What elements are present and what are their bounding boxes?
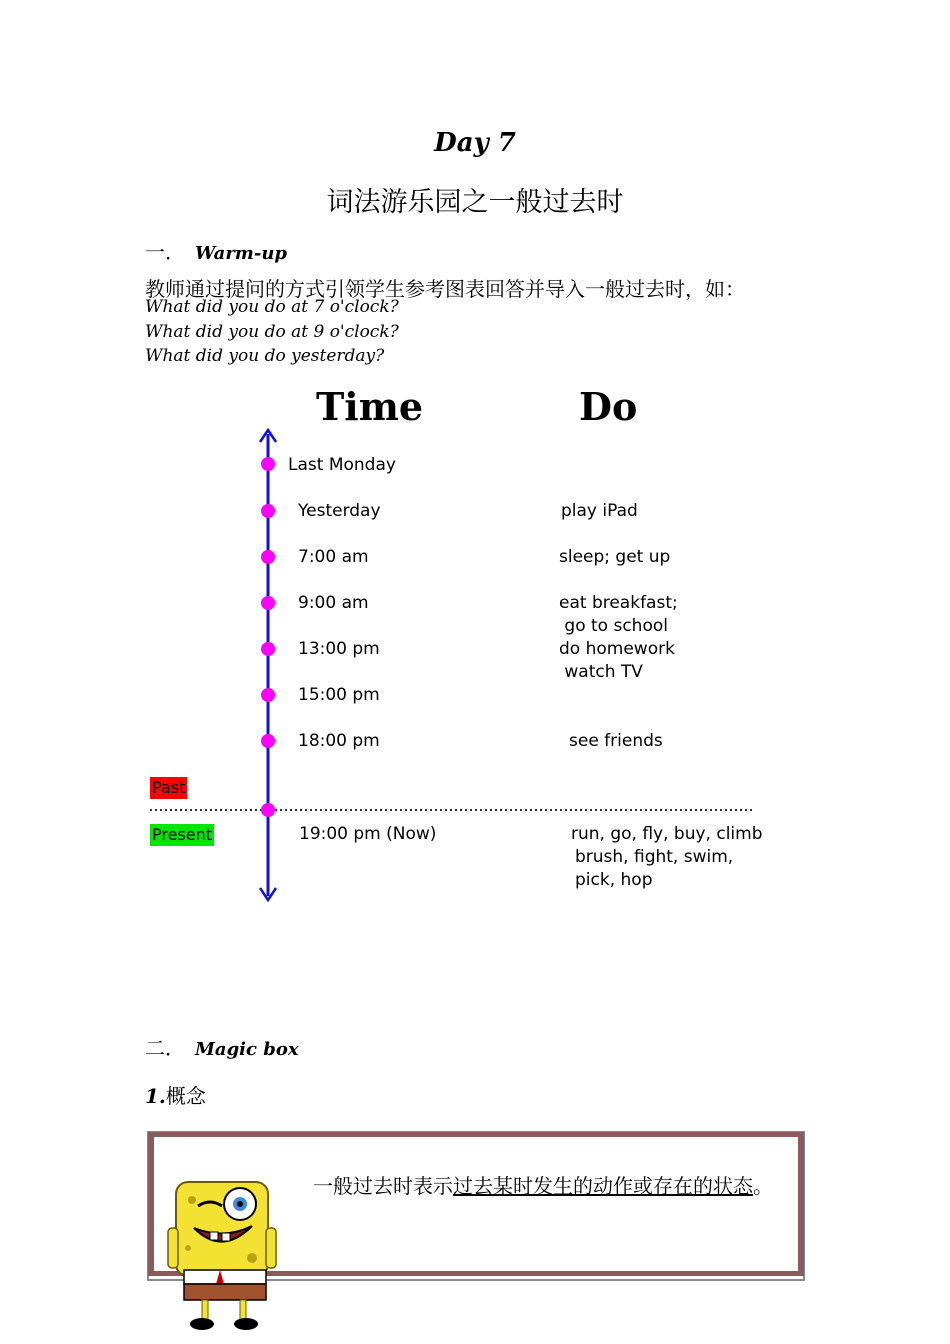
now-time-label: 19:00 pm (Now): [299, 824, 437, 844]
time-label: 7:00 am: [298, 547, 369, 567]
section-title: Warm-up: [195, 243, 287, 264]
board-left-rail: [148, 1132, 154, 1276]
concept-definition: [313, 1170, 773, 1203]
time-label: 9:00 am: [298, 593, 369, 613]
time-header: Time: [316, 384, 424, 429]
time-label: 18:00 pm: [298, 731, 380, 751]
day-title: Day 7: [434, 128, 516, 158]
section-magic-box-heading: [145, 1032, 299, 1061]
time-label: 15:00 pm: [298, 685, 380, 705]
timeline-dot: [261, 457, 275, 471]
now-activity-label: pick, hop: [575, 870, 653, 890]
question-3: What did you do yesterday?: [145, 346, 385, 366]
subsection-number: 1.: [145, 1084, 166, 1108]
page-title: 词法游乐园之一般过去时: [326, 187, 624, 218]
activity-label: watch TV: [559, 662, 643, 682]
time-label: Yesterday: [298, 501, 381, 521]
question-2: What did you do at 9 o'clock?: [145, 322, 399, 342]
activity-label: go to school: [559, 616, 668, 636]
time-label: Last Monday: [288, 455, 396, 475]
activity-label: do homework: [559, 639, 675, 659]
activity-label: sleep; get up: [559, 547, 671, 567]
question-1: What did you do at 7 o'clock?: [145, 297, 399, 317]
intro-text: 教师通过提问的方式引领学生参考图表回答并导入一般过去时，如：: [145, 277, 745, 301]
now-activity-label: brush, fight, swim,: [575, 847, 734, 867]
timeline-dot: [261, 734, 275, 748]
do-header: Do: [579, 384, 638, 429]
present-tag: Present: [152, 825, 213, 844]
section-number: 一．: [145, 240, 185, 264]
definition-suffix: 。: [753, 1174, 773, 1198]
definition-prefix: 一般过去时表示: [313, 1174, 453, 1198]
timeline-dot: [261, 550, 275, 564]
sponge-character-icon: [168, 1182, 276, 1330]
timeline-dot: [261, 642, 275, 656]
now-activity-label: run, go, fly, buy, climb: [571, 824, 763, 844]
section-number: 二．: [145, 1036, 185, 1060]
timeline-dot: [261, 504, 275, 518]
section-title: Magic box: [195, 1039, 299, 1060]
activity-label: play iPad: [561, 501, 638, 521]
timeline-dot-now: [261, 803, 275, 817]
time-label: 13:00 pm: [298, 639, 380, 659]
board-right-rail: [798, 1132, 804, 1276]
activity-label: eat breakfast;: [559, 593, 678, 613]
concept-board: [140, 1128, 812, 1344]
subsection-title: 概念: [165, 1084, 206, 1108]
past-tag: Past: [152, 778, 186, 797]
timeline-dot: [261, 596, 275, 610]
board-top-rail: [148, 1132, 804, 1137]
timeline-dot: [261, 688, 275, 702]
activity-label: see friends: [569, 731, 663, 751]
subsection-concept-heading: [145, 1080, 206, 1109]
definition-underlined: 过去某时发生的动作或存在的状态: [453, 1174, 753, 1198]
